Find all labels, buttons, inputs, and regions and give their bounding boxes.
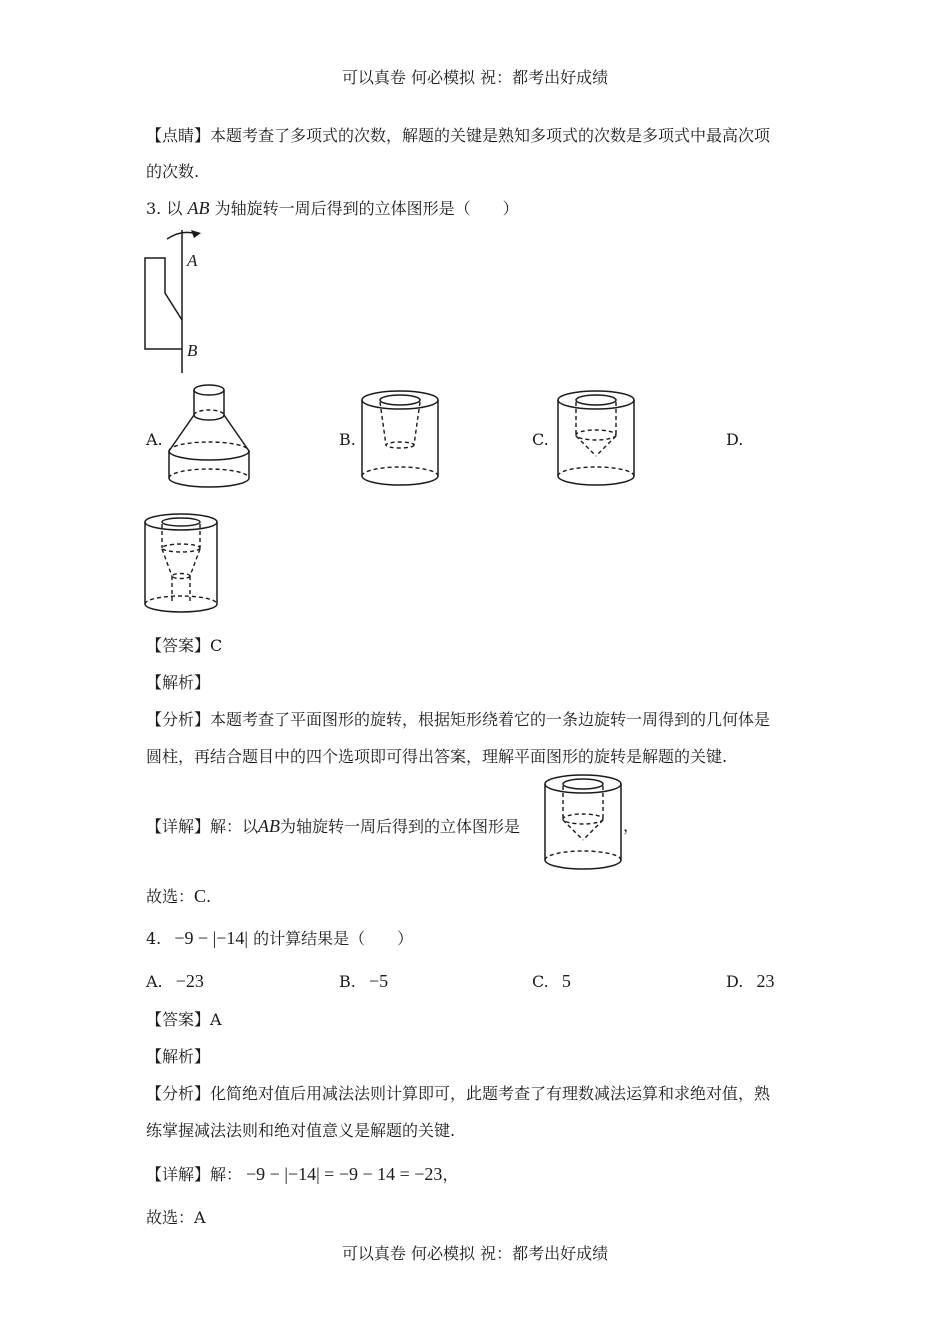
q4-stem — [146, 928, 413, 949]
q4-option-a-letter: A. — [146, 972, 163, 991]
q4-option-b-letter: B. — [339, 972, 356, 991]
q3-guxuan-val: C — [194, 886, 207, 906]
q4-option-c — [532, 971, 571, 992]
q3-answer: 【答案】C — [146, 636, 223, 655]
q3-xiangjie-post: 为轴旋转一周后得到的立体图形是 — [280, 817, 521, 836]
q4-jiexi: 【解析】 — [146, 1047, 211, 1066]
q3-guxuan — [146, 886, 211, 907]
q4-option-a — [146, 971, 204, 992]
q4-fenxi-line2: 练掌握减法法则和绝对值意义是解题的关键. — [146, 1121, 456, 1140]
xiangjie-solid — [543, 774, 628, 874]
option-a-solid — [165, 383, 255, 493]
q4-option-b — [339, 971, 388, 992]
dianjing-line2: 的次数. — [146, 162, 200, 181]
dianjing-line1: 【点睛】本题考查了多项式的次数，解题的关键是熟知多项式的次数是多项式中最高次项 — [146, 126, 771, 145]
q3-stem — [146, 198, 519, 219]
q4-option-b-value: −5 — [368, 971, 389, 991]
q4-guxuan: 故选：A — [146, 1208, 206, 1227]
q4-expr: −9 − |−14| — [174, 928, 249, 948]
label-b: B — [187, 341, 198, 360]
q3-option-a-label: A. — [146, 430, 163, 449]
q4-post: 的计算结果是（ ） — [253, 929, 414, 948]
q3-xiangjie-pre: 【详解】解：以 — [146, 817, 259, 836]
option-d-solid — [144, 512, 224, 612]
q3-option-b-label: B. — [339, 430, 356, 449]
label-a: A — [187, 251, 198, 270]
q4-xiangjie-expr: −9 − |−14| = −9 − 14 = −23 — [246, 1164, 443, 1184]
option-b-solid — [360, 390, 445, 490]
q4-option-a-value: −23 — [175, 971, 204, 991]
q4-option-c-value: 5 — [561, 971, 571, 991]
q4-option-d-value: 23 — [756, 971, 775, 991]
q3-pre: 以 — [166, 199, 183, 218]
q3-fenxi-line1: 【分析】本题考查了平面图形的旋转，根据矩形绕着它的一条边旋转一周得到的几何体是 — [146, 710, 771, 729]
q3-plane-figure — [135, 225, 215, 375]
q3-xiangjie-var: AB — [258, 816, 281, 836]
q4-xiangjie-comma: ， — [442, 1165, 459, 1184]
q4-option-c-letter: C. — [532, 972, 549, 991]
page-header: 可以真卷 何必模拟 祝：都考出好成绩 — [341, 68, 609, 87]
q3-jiexi: 【解析】 — [146, 673, 211, 692]
q4-number: 4. — [146, 929, 162, 948]
q4-fenxi-line1: 【分析】化简绝对值后用减法法则计算即可，此题考查了有理数减法运算和求绝对值，熟 — [146, 1084, 771, 1103]
q3-option-d-label: D. — [726, 430, 744, 449]
q4-xiangjie — [146, 1164, 458, 1185]
q4-xiangjie-pre: 【详解】解： — [146, 1165, 243, 1184]
q3-xiangjie-comma: ， — [623, 816, 640, 835]
option-c-solid — [556, 390, 641, 490]
q3-option-c-label: C. — [532, 430, 549, 449]
q3-guxuan-pre: 故选： — [146, 887, 195, 906]
q3-fenxi-line2: 圆柱，再结合题目中的四个选项即可得出答案，理解平面图形的旋转是解题的关键. — [146, 747, 728, 766]
q4-option-d — [726, 971, 774, 992]
page-footer: 可以真卷 何必模拟 祝：都考出好成绩 — [341, 1244, 609, 1263]
q3-post: 为轴旋转一周后得到的立体图形是（ ） — [214, 199, 519, 218]
q3-var: AB — [187, 198, 210, 218]
q3-number: 3. — [146, 199, 162, 218]
q3-guxuan-end: . — [206, 887, 212, 906]
q4-option-d-letter: D. — [726, 972, 744, 991]
q3-xiangjie — [146, 816, 520, 837]
q4-answer: 【答案】A — [146, 1010, 222, 1029]
